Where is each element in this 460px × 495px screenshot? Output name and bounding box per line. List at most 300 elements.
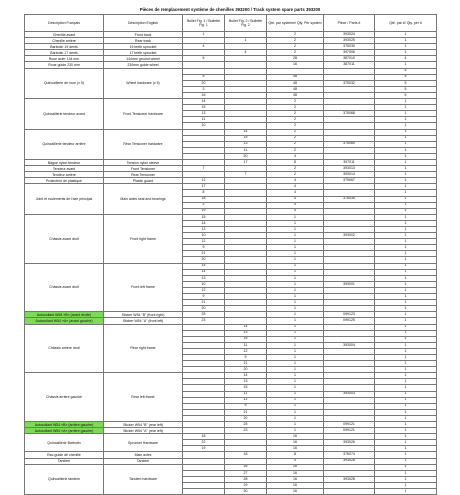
qty-per-cell: 1 — [375, 373, 437, 379]
fig2-cell: 13 — [225, 379, 267, 385]
description-en-cell: Main axles seal and bearings — [104, 184, 183, 214]
qty-per-cell: 1 — [375, 452, 437, 458]
qty-per-cell: 1 — [375, 263, 437, 269]
description-en-cell: Tandem — [104, 458, 183, 464]
qty-system-cell: 16 — [267, 434, 324, 440]
qty-system-cell: 4 — [267, 184, 324, 190]
description-fr-cell: Quincaillerie Barbotin — [25, 434, 104, 452]
qty-system-cell: 1 — [267, 373, 324, 379]
fig1-cell: 13 — [183, 227, 225, 233]
description-en-cell: Plastic guard — [104, 178, 183, 184]
qty-system-cell: 2 — [267, 135, 324, 141]
description-en-cell: Front right frame — [104, 214, 183, 263]
part-number-cell: 099125 — [324, 318, 375, 324]
description-fr-cell: Protecteur de plastique — [25, 178, 104, 184]
description-en-cell: Front Tensioner — [104, 166, 183, 172]
fig2-cell: 20 — [225, 415, 267, 421]
table-body — [25, 32, 437, 495]
part-number-cell: 375067 — [324, 178, 375, 184]
part-number-cell: 397006 — [324, 50, 375, 56]
part-number-cell: 375035 — [324, 196, 375, 202]
description-fr-cell: Autocollant W54 «B» (avant droite) — [25, 312, 104, 318]
description-fr-cell: Autocollant W54 «B» (arrière gauche) — [25, 422, 104, 428]
qty-per-cell: 1 — [375, 32, 437, 38]
qty-system-cell: 1 — [267, 281, 324, 287]
description-en-cell: Sticker W54 "B" (front right) — [104, 312, 183, 318]
description-fr-cell: Quincaillerie tandem — [25, 464, 104, 494]
qty-per-cell: 1 — [375, 397, 437, 403]
description-en-cell: 19 teeth sprocket — [104, 44, 183, 50]
fig2-cell: 11 — [225, 147, 267, 153]
qty-per-cell: 1 — [375, 409, 437, 415]
table-header-row — [25, 15, 437, 32]
fig1-cell: 21 — [183, 251, 225, 257]
fig2-cell: 14 — [225, 373, 267, 379]
qty-system-cell: 1 — [267, 214, 324, 220]
qty-system-cell: 1 — [267, 233, 324, 239]
fig1-cell: 16 — [183, 92, 225, 98]
description-fr-cell: Châssis avant droit — [25, 214, 104, 263]
fig2-cell: 1 — [225, 38, 267, 44]
fig2-cell: 17 — [225, 159, 267, 165]
fig1-cell: 23 — [183, 318, 225, 324]
qty-system-cell: 1 — [267, 245, 324, 251]
qty-system-cell: 16 — [267, 489, 324, 495]
qty-system-cell: 2 — [267, 99, 324, 105]
qty-per-cell: 5 — [375, 74, 437, 80]
fig1-cell: 2 — [183, 202, 225, 208]
fig1-cell: 19 — [183, 208, 225, 214]
fig2-cell: 15 — [225, 336, 267, 342]
fig1-cell: 3 — [183, 86, 225, 92]
description-fr-cell: Roue acier 144 mm — [25, 56, 104, 62]
description-fr-cell: Châssis arrière gauche — [25, 373, 104, 422]
qty-per-cell: 1 — [375, 135, 437, 141]
qty-system-cell: 2 — [267, 123, 324, 129]
fig1-cell: 5 — [183, 74, 225, 80]
qty-per-cell: 1 — [375, 184, 437, 190]
qty-per-cell: 1 — [375, 318, 437, 324]
qty-system-cell: 1 — [267, 312, 324, 318]
fig2-cell: 9 — [225, 403, 267, 409]
qty-system-cell: 16 — [267, 62, 324, 68]
description-fr-cell: Châssis avant droit — [25, 263, 104, 312]
part-number-cell: 393026 — [324, 440, 375, 446]
fig1-cell: 8 — [183, 190, 225, 196]
qty-per-cell: 1 — [375, 172, 437, 178]
qty-per-cell: 1 — [375, 367, 437, 373]
qty-per-cell: 1 — [375, 178, 437, 184]
description-en-cell: 17 teeth sprocket — [104, 50, 183, 56]
qty-system-cell: 1 — [267, 300, 324, 306]
qty-per-cell: 1 — [375, 385, 437, 391]
qty-system-cell: 4 — [267, 153, 324, 159]
qty-per-cell: 1 — [375, 294, 437, 300]
fig2-cell: 11 — [225, 342, 267, 348]
qty-system-cell: 1 — [267, 354, 324, 360]
qty-per-cell: 1 — [375, 342, 437, 348]
qty-per-cell: 1 — [375, 44, 437, 50]
description-en-cell: Front left frame — [104, 263, 183, 312]
qty-per-cell: 1 — [375, 251, 437, 257]
qty-system-cell: 1 — [267, 287, 324, 293]
qty-per-cell: 1 — [375, 233, 437, 239]
qty-system-cell: 2 — [267, 129, 324, 135]
qty-system-cell: 8 — [267, 159, 324, 165]
description-fr-cell: Tendeur arrière — [25, 172, 104, 178]
fig1-cell: 18 — [183, 434, 225, 440]
qty-per-cell: 1 — [375, 220, 437, 226]
qty-per-cell: 1 — [375, 324, 437, 330]
qty-system-cell: 16 — [267, 482, 324, 488]
fig1-cell: 4 — [183, 44, 225, 50]
description-en-cell: Tension nylon sleeve — [104, 159, 183, 165]
fig1-cell: 18 — [183, 196, 225, 202]
fig2-cell: 25 — [225, 422, 267, 428]
description-en-cell: Sticker W54 "A" (rear left) — [104, 428, 183, 434]
qty-system-cell: 48 — [267, 80, 324, 86]
description-fr-cell: Joint et roulements de l'axe principal — [25, 184, 104, 214]
description-fr-cell: Quincaillerie tendeur arrière — [25, 129, 104, 159]
description-fr-cell: Barbotin 17 dents — [25, 50, 104, 56]
fig2-cell: 29 — [225, 482, 267, 488]
part-number-cell: 393013 — [324, 166, 375, 172]
fig2-cell: 14 — [225, 324, 267, 330]
qty-system-cell: 2 — [267, 50, 324, 56]
qty-system-cell: 2 — [267, 117, 324, 123]
fig2-cell: 9 — [225, 354, 267, 360]
fig1-cell: 5 — [183, 56, 225, 62]
qty-per-cell: 1 — [375, 166, 437, 172]
col-header-qty-system: Qté. par système/ Qty. Per system — [267, 15, 324, 32]
document-title: Pièces de remplacement système de chenilles 393200 / Track system spare parts 393200 — [139, 7, 321, 12]
qty-per-cell: 1 — [375, 391, 437, 397]
fig2-cell: 4 — [225, 50, 267, 56]
description-fr-cell: Roue guide 230 mm — [25, 62, 104, 68]
part-number-cell: 393001 — [324, 281, 375, 287]
qty-system-cell: 2 — [267, 105, 324, 111]
description-en-cell: Rear track — [104, 38, 183, 44]
qty-system-cell: 2 — [267, 111, 324, 117]
fig2-cell: 12 — [225, 348, 267, 354]
qty-per-cell: 1 — [375, 354, 437, 360]
qty-system-cell: 4 — [267, 190, 324, 196]
qty-per-cell: 1 — [375, 105, 437, 111]
qty-per-cell: 1 — [375, 403, 437, 409]
col-header-en: Description English — [104, 15, 183, 32]
qty-per-cell: 1 — [375, 348, 437, 354]
fig1-cell: 12 — [183, 239, 225, 245]
fig1-cell: 14 — [183, 99, 225, 105]
description-en-cell: Tandem hardware — [104, 464, 183, 494]
description-fr-cell: Rav-guide de chenille — [25, 452, 104, 458]
qty-per-cell: 1 — [375, 99, 437, 105]
fig2-cell: 12 — [225, 397, 267, 403]
qty-per-cell: 1 — [375, 153, 437, 159]
qty-system-cell: 2 — [267, 44, 324, 50]
qty-per-cell: 1 — [375, 422, 437, 428]
qty-per-cell: 1 — [375, 476, 437, 482]
fig2-cell: 13 — [225, 141, 267, 147]
col-header-qty-per: Qté. par #/ Qty. per # — [375, 15, 437, 32]
description-fr-cell: Barbotin 19 dents — [25, 44, 104, 50]
fig1-cell: 15 — [183, 214, 225, 220]
part-number-cell: 375030 — [324, 44, 375, 50]
qty-per-cell: 1 — [375, 208, 437, 214]
description-en-cell: 144mm ground wheel — [104, 56, 183, 62]
part-number-cell: 099121 — [324, 422, 375, 428]
fig2-cell: 7 — [225, 172, 267, 178]
fig1-cell: 15 — [183, 105, 225, 111]
fig1-cell: 1 — [183, 32, 225, 38]
qty-per-cell: 4 — [375, 56, 437, 62]
fig1-cell: 20 — [183, 80, 225, 86]
part-number-cell: 393028 — [324, 476, 375, 482]
qty-system-cell: 2 — [267, 166, 324, 172]
description-en-cell: Sticker W54 "B" (rear left) — [104, 422, 183, 428]
fig1-cell: 10 — [183, 281, 225, 287]
qty-system-cell: 1 — [267, 220, 324, 226]
qty-per-cell: 1 — [375, 196, 437, 202]
qty-per-cell: 1 — [375, 269, 437, 275]
fig2-cell: 30 — [225, 489, 267, 495]
qty-per-cell: 1 — [375, 202, 437, 208]
qty-system-cell: 4 — [267, 178, 324, 184]
qty-system-cell: 1 — [267, 367, 324, 373]
qty-system-cell: 28 — [267, 56, 324, 62]
fig2-cell: 11 — [225, 391, 267, 397]
description-fr-cell: Autocollant W54 «A» (arrière gauche) — [25, 428, 104, 434]
qty-system-cell: 48 — [267, 74, 324, 80]
part-number-cell: 375068 — [324, 111, 375, 117]
qty-system-cell: 4 — [267, 458, 324, 464]
qty-system-cell: 1 — [267, 342, 324, 348]
fig1-cell: 11 — [183, 117, 225, 123]
part-number-cell: 393002 — [324, 233, 375, 239]
part-number-cell: 375069 — [324, 141, 375, 147]
qty-per-cell: 1 — [375, 50, 437, 56]
part-number-cell: 393025 — [324, 38, 375, 44]
description-fr-cell: Autocollant W54 «A» (avant gauche) — [25, 318, 104, 324]
qty-system-cell: 8 — [267, 452, 324, 458]
qty-system-cell: 1 — [267, 391, 324, 397]
fig2-cell: 26 — [225, 464, 267, 470]
qty-system-cell: 1 — [267, 348, 324, 354]
fig2-cell: 28 — [225, 476, 267, 482]
qty-system-cell: 16 — [267, 476, 324, 482]
qty-per-cell: 1 — [375, 227, 437, 233]
qty-system-cell: 1 — [267, 409, 324, 415]
qty-system-cell: 16 — [267, 464, 324, 470]
qty-per-cell: 1 — [375, 147, 437, 153]
fig1-cell: 21 — [183, 300, 225, 306]
qty-system-cell: 1 — [267, 428, 324, 434]
qty-per-cell: 1 — [375, 489, 437, 495]
qty-system-cell: 4 — [267, 196, 324, 202]
fig1-cell: 10 — [183, 233, 225, 239]
fig2-cell: 13 — [225, 330, 267, 336]
fig2-cell: 27 — [225, 470, 267, 476]
qty-per-cell: 1 — [375, 428, 437, 434]
qty-per-cell: 1 — [375, 38, 437, 44]
description-en-cell: Front track — [104, 32, 183, 38]
qty-per-cell: 1 — [375, 245, 437, 251]
parts-table — [24, 14, 437, 495]
qty-system-cell: 16 — [267, 470, 324, 476]
part-number-cell: 387011 — [324, 62, 375, 68]
qty-system-cell: 2 — [267, 32, 324, 38]
fig1-cell: 22 — [183, 440, 225, 446]
fig2-cell: 21 — [225, 409, 267, 415]
fig2-cell: 23 — [225, 428, 267, 434]
qty-per-cell: 1 — [375, 470, 437, 476]
qty-per-cell: 1 — [375, 440, 437, 446]
qty-system-cell: 1 — [267, 324, 324, 330]
description-fr-cell: Tandem — [25, 458, 104, 464]
qty-system-cell: 48 — [267, 86, 324, 92]
fig1-cell: 19 — [183, 446, 225, 452]
qty-per-cell: 1 — [375, 275, 437, 281]
description-fr-cell: Chenille arrière — [25, 38, 104, 44]
qty-per-cell: 1 — [375, 257, 437, 263]
qty-system-cell: 1 — [267, 263, 324, 269]
qty-per-cell: 1 — [375, 446, 437, 452]
qty-per-cell: 1 — [375, 117, 437, 123]
fig1-cell: 25 — [183, 312, 225, 318]
fig1-cell: 9 — [183, 294, 225, 300]
qty-per-cell: 1 — [375, 129, 437, 135]
qty-per-cell: 1 — [375, 300, 437, 306]
description-en-cell: Rear left frame — [104, 373, 183, 422]
fig2-cell: 20 — [225, 367, 267, 373]
qty-system-cell: 1 — [267, 306, 324, 312]
qty-system-cell: 1 — [267, 269, 324, 275]
description-en-cell: Rear Tensioner hardware — [104, 129, 183, 159]
part-number-cell: 393003 — [324, 391, 375, 397]
qty-per-cell: 1 — [375, 464, 437, 470]
qty-per-cell: 1 — [375, 141, 437, 147]
fig1-cell — [183, 489, 225, 495]
qty-system-cell: 1 — [267, 397, 324, 403]
part-number-cell: 387010 — [324, 56, 375, 62]
fig1-cell: 12 — [183, 178, 225, 184]
qty-system-cell: 1 — [267, 415, 324, 421]
qty-system-cell: 1 — [267, 239, 324, 245]
fig1-cell: 14 — [183, 220, 225, 226]
qty-per-cell: 5 — [375, 80, 437, 86]
description-en-cell: Main axles — [104, 452, 183, 458]
qty-per-cell: 1 — [375, 214, 437, 220]
description-en-cell: Rear right frame — [104, 324, 183, 373]
description-fr-cell: Quincaillerie de roue (x 5) — [25, 68, 104, 98]
qty-per-cell: 1 — [375, 312, 437, 318]
fig1-cell: 10 — [183, 123, 225, 129]
qty-per-cell: 1 — [375, 379, 437, 385]
fig1-cell: 12 — [183, 287, 225, 293]
fig1-cell: 13 — [183, 275, 225, 281]
col-header-part-number: Pièce / Parts # — [324, 15, 375, 32]
qty-system-cell: 1 — [267, 336, 324, 342]
qty-system-cell: 2 — [267, 172, 324, 178]
qty-system-cell: 1 — [267, 318, 324, 324]
qty-system-cell: 4 — [267, 208, 324, 214]
qty-per-cell: 1 — [375, 111, 437, 117]
qty-system-cell: 1 — [267, 275, 324, 281]
qty-per-cell: 1 — [375, 434, 437, 440]
description-fr-cell: Châssis arrière droit — [25, 324, 104, 373]
description-en-cell: 230mm guide wheel — [104, 62, 183, 68]
fig1-cell: 15 — [183, 263, 225, 269]
qty-system-cell: 16 — [267, 446, 324, 452]
description-en-cell: Sticker W54 "A" (front left) — [104, 318, 183, 324]
fig2-cell: 15 — [225, 135, 267, 141]
qty-per-cell: 5 — [375, 86, 437, 92]
description-fr-cell: Chenille avant — [25, 32, 104, 38]
fig1-cell: 13 — [183, 111, 225, 117]
qty-per-cell: 5 — [375, 92, 437, 98]
qty-system-cell: 4 — [267, 202, 324, 208]
part-number-cell: 393014 — [324, 172, 375, 178]
fig2-cell: 20 — [225, 153, 267, 159]
qty-per-cell: 1 — [375, 415, 437, 421]
qty-system-cell: 1 — [267, 330, 324, 336]
description-en-cell: Rear Tensioner — [104, 172, 183, 178]
part-number-cell: 375074 — [324, 452, 375, 458]
qty-system-cell: 1 — [267, 251, 324, 257]
qty-per-cell: 1 — [375, 62, 437, 68]
qty-per-cell: 1 — [375, 123, 437, 129]
qty-per-cell: 1 — [375, 330, 437, 336]
fig1-cell: 20 — [183, 257, 225, 263]
qty-system-cell: 1 — [267, 257, 324, 263]
qty-per-cell: 1 — [375, 159, 437, 165]
description-fr-cell: Quincaillerie tendeur avant — [25, 99, 104, 129]
qty-system-cell: 16 — [267, 440, 324, 446]
qty-system-cell: 2 — [267, 38, 324, 44]
qty-system-cell: 2 — [267, 141, 324, 147]
qty-per-cell: 1 — [375, 361, 437, 367]
qty-per-cell: 1 — [375, 306, 437, 312]
qty-per-cell: 5 — [375, 68, 437, 74]
col-header-fr: Description Français — [25, 15, 104, 32]
fig2-cell: 18 — [225, 452, 267, 458]
col-header-fig2: Bullet Fig. 2 / Bullette Fig. 2 — [225, 15, 267, 32]
fig1-cell: 14 — [183, 269, 225, 275]
part-number-cell — [324, 489, 375, 495]
qty-per-cell: 1 — [375, 190, 437, 196]
fig2-cell: 15 — [225, 385, 267, 391]
description-en-cell: Wheel hardware (x 5) — [104, 68, 183, 98]
qty-per-cell: 1 — [375, 287, 437, 293]
qty-per-cell: 1 — [375, 239, 437, 245]
qty-system-cell: 1 — [267, 227, 324, 233]
part-number-cell: 393004 — [324, 342, 375, 348]
col-header-fig1: Bullet Fig. 1 / Bullette Fig. 1 — [183, 15, 225, 32]
qty-system-cell: 1 — [267, 385, 324, 391]
qty-system-cell: 48 — [267, 92, 324, 98]
part-number-cell: 393024 — [324, 32, 375, 38]
qty-system-cell: 1 — [267, 379, 324, 385]
fig2-cell: 21 — [225, 361, 267, 367]
qty-system-cell: 1 — [267, 403, 324, 409]
fig1-cell: 7 — [183, 166, 225, 172]
part-number-cell: 099121 — [324, 428, 375, 434]
qty-system-cell: 1 — [267, 361, 324, 367]
qty-per-cell: 1 — [375, 458, 437, 464]
part-number-cell: 397011 — [324, 159, 375, 165]
qty-per-cell: 1 — [375, 336, 437, 342]
description-en-cell: Front Tensioner hardware — [104, 99, 183, 129]
